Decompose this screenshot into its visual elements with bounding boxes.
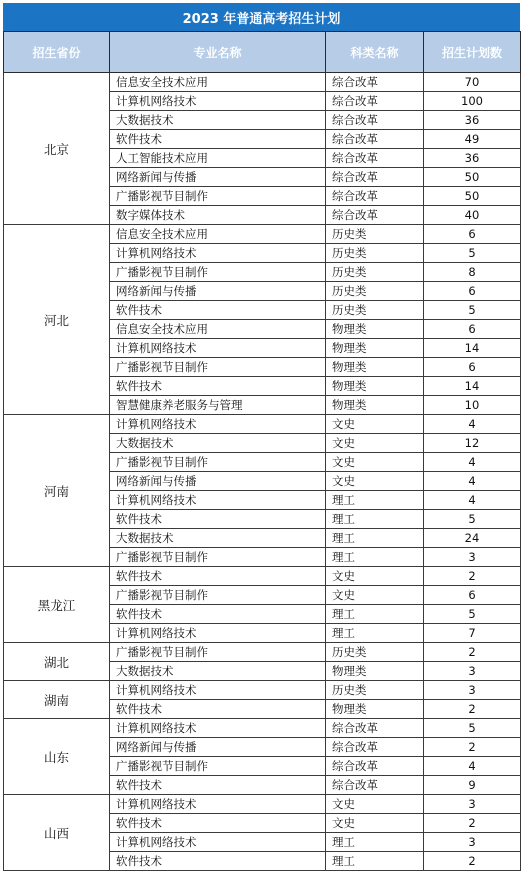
category-cell: 物理类 bbox=[326, 662, 424, 681]
plan-count-cell: 2 bbox=[424, 700, 521, 719]
table-row bbox=[4, 567, 521, 586]
category-cell: 理工 bbox=[326, 548, 424, 567]
category-cell: 理工 bbox=[326, 605, 424, 624]
major-cell: 数字媒体技术 bbox=[110, 206, 326, 225]
major-cell: 软件技术 bbox=[110, 776, 326, 795]
category-cell: 综合改革 bbox=[326, 92, 424, 111]
plan-count-cell: 6 bbox=[424, 282, 521, 301]
plan-count-cell: 4 bbox=[424, 453, 521, 472]
category-cell: 文史 bbox=[326, 453, 424, 472]
plan-count-cell: 50 bbox=[424, 168, 521, 187]
plan-count-cell: 4 bbox=[424, 472, 521, 491]
plan-count-cell: 4 bbox=[424, 757, 521, 776]
category-cell: 历史类 bbox=[326, 282, 424, 301]
plan-count-cell: 5 bbox=[424, 510, 521, 529]
province-cell: 山西 bbox=[4, 795, 110, 871]
major-cell: 计算机网络技术 bbox=[110, 624, 326, 643]
header-province: 招生省份 bbox=[4, 32, 110, 73]
plan-count-cell: 5 bbox=[424, 719, 521, 738]
major-cell: 软件技术 bbox=[110, 852, 326, 871]
category-cell: 综合改革 bbox=[326, 776, 424, 795]
plan-count-cell: 3 bbox=[424, 662, 521, 681]
plan-count-cell: 2 bbox=[424, 814, 521, 833]
category-cell: 综合改革 bbox=[326, 757, 424, 776]
category-cell: 文史 bbox=[326, 814, 424, 833]
major-cell: 软件技术 bbox=[110, 700, 326, 719]
category-cell: 物理类 bbox=[326, 358, 424, 377]
major-cell: 信息安全技术应用 bbox=[110, 73, 326, 92]
major-cell: 广播影视节目制作 bbox=[110, 548, 326, 567]
table-body bbox=[4, 73, 521, 871]
plan-count-cell: 2 bbox=[424, 643, 521, 662]
category-cell: 理工 bbox=[326, 491, 424, 510]
major-cell: 计算机网络技术 bbox=[110, 339, 326, 358]
major-cell: 软件技术 bbox=[110, 130, 326, 149]
plan-count-cell: 6 bbox=[424, 225, 521, 244]
plan-count-cell: 3 bbox=[424, 681, 521, 700]
header-major: 专业名称 bbox=[110, 32, 326, 73]
table-row bbox=[4, 795, 521, 814]
province-cell: 黑龙江 bbox=[4, 567, 110, 643]
major-cell: 广播影视节目制作 bbox=[110, 643, 326, 662]
category-cell: 物理类 bbox=[326, 377, 424, 396]
category-cell: 综合改革 bbox=[326, 73, 424, 92]
category-cell: 理工 bbox=[326, 852, 424, 871]
plan-count-cell: 5 bbox=[424, 301, 521, 320]
category-cell: 历史类 bbox=[326, 225, 424, 244]
category-cell: 综合改革 bbox=[326, 111, 424, 130]
plan-count-cell: 2 bbox=[424, 852, 521, 871]
category-cell: 理工 bbox=[326, 624, 424, 643]
category-cell: 理工 bbox=[326, 510, 424, 529]
major-cell: 计算机网络技术 bbox=[110, 244, 326, 263]
major-cell: 广播影视节目制作 bbox=[110, 453, 326, 472]
category-cell: 文史 bbox=[326, 415, 424, 434]
category-cell: 物理类 bbox=[326, 396, 424, 415]
category-cell: 物理类 bbox=[326, 339, 424, 358]
category-cell: 理工 bbox=[326, 529, 424, 548]
major-cell: 软件技术 bbox=[110, 567, 326, 586]
major-cell: 大数据技术 bbox=[110, 662, 326, 681]
table-row bbox=[4, 225, 521, 244]
header-plan-count: 招生计划数 bbox=[424, 32, 521, 73]
plan-count-cell: 40 bbox=[424, 206, 521, 225]
category-cell: 历史类 bbox=[326, 643, 424, 662]
plan-count-cell: 4 bbox=[424, 415, 521, 434]
plan-count-cell: 8 bbox=[424, 263, 521, 282]
category-cell: 综合改革 bbox=[326, 168, 424, 187]
category-cell: 文史 bbox=[326, 472, 424, 491]
category-cell: 物理类 bbox=[326, 700, 424, 719]
major-cell: 广播影视节目制作 bbox=[110, 757, 326, 776]
major-cell: 广播影视节目制作 bbox=[110, 263, 326, 282]
major-cell: 计算机网络技术 bbox=[110, 795, 326, 814]
major-cell: 软件技术 bbox=[110, 814, 326, 833]
major-cell: 计算机网络技术 bbox=[110, 833, 326, 852]
major-cell: 计算机网络技术 bbox=[110, 415, 326, 434]
category-cell: 历史类 bbox=[326, 263, 424, 282]
category-cell: 综合改革 bbox=[326, 130, 424, 149]
category-cell: 理工 bbox=[326, 833, 424, 852]
plan-count-cell: 36 bbox=[424, 111, 521, 130]
plan-count-cell: 3 bbox=[424, 548, 521, 567]
table-row bbox=[4, 643, 521, 662]
plan-count-cell: 49 bbox=[424, 130, 521, 149]
plan-count-cell: 50 bbox=[424, 187, 521, 206]
plan-count-cell: 10 bbox=[424, 396, 521, 415]
major-cell: 网络新闻与传播 bbox=[110, 472, 326, 491]
major-cell: 人工智能技术应用 bbox=[110, 149, 326, 168]
table-title: 2023 年普通高考招生计划 bbox=[3, 3, 520, 31]
major-cell: 计算机网络技术 bbox=[110, 491, 326, 510]
major-cell: 大数据技术 bbox=[110, 529, 326, 548]
plan-count-cell: 2 bbox=[424, 567, 521, 586]
category-cell: 历史类 bbox=[326, 244, 424, 263]
major-cell: 软件技术 bbox=[110, 605, 326, 624]
province-cell: 湖北 bbox=[4, 643, 110, 681]
major-cell: 广播影视节目制作 bbox=[110, 586, 326, 605]
major-cell: 信息安全技术应用 bbox=[110, 225, 326, 244]
major-cell: 软件技术 bbox=[110, 377, 326, 396]
category-cell: 文史 bbox=[326, 567, 424, 586]
plan-count-cell: 14 bbox=[424, 339, 521, 358]
header-category: 科类名称 bbox=[326, 32, 424, 73]
category-cell: 综合改革 bbox=[326, 719, 424, 738]
plan-count-cell: 3 bbox=[424, 795, 521, 814]
province-cell: 北京 bbox=[4, 73, 110, 225]
table-row bbox=[4, 415, 521, 434]
table-row bbox=[4, 73, 521, 92]
major-cell: 软件技术 bbox=[110, 301, 326, 320]
plan-count-cell: 24 bbox=[424, 529, 521, 548]
plan-count-cell: 6 bbox=[424, 358, 521, 377]
major-cell: 大数据技术 bbox=[110, 434, 326, 453]
plan-count-cell: 14 bbox=[424, 377, 521, 396]
plan-count-cell: 2 bbox=[424, 738, 521, 757]
plan-count-cell: 70 bbox=[424, 73, 521, 92]
header-row bbox=[4, 32, 521, 73]
major-cell: 广播影视节目制作 bbox=[110, 187, 326, 206]
major-cell: 广播影视节目制作 bbox=[110, 358, 326, 377]
plan-count-cell: 6 bbox=[424, 586, 521, 605]
province-cell: 湖南 bbox=[4, 681, 110, 719]
plan-count-cell: 5 bbox=[424, 244, 521, 263]
major-cell: 软件技术 bbox=[110, 510, 326, 529]
plan-count-cell: 5 bbox=[424, 605, 521, 624]
category-cell: 综合改革 bbox=[326, 206, 424, 225]
table-row bbox=[4, 681, 521, 700]
category-cell: 历史类 bbox=[326, 301, 424, 320]
major-cell: 大数据技术 bbox=[110, 111, 326, 130]
category-cell: 综合改革 bbox=[326, 149, 424, 168]
plan-count-cell: 100 bbox=[424, 92, 521, 111]
category-cell: 综合改革 bbox=[326, 187, 424, 206]
major-cell: 网络新闻与传播 bbox=[110, 168, 326, 187]
plan-count-cell: 7 bbox=[424, 624, 521, 643]
plan-count-cell: 36 bbox=[424, 149, 521, 168]
category-cell: 综合改革 bbox=[326, 738, 424, 757]
major-cell: 信息安全技术应用 bbox=[110, 320, 326, 339]
province-cell: 河南 bbox=[4, 415, 110, 567]
major-cell: 网络新闻与传播 bbox=[110, 282, 326, 301]
category-cell: 物理类 bbox=[326, 320, 424, 339]
major-cell: 计算机网络技术 bbox=[110, 92, 326, 111]
major-cell: 网络新闻与传播 bbox=[110, 738, 326, 757]
category-cell: 历史类 bbox=[326, 681, 424, 700]
plan-count-cell: 4 bbox=[424, 491, 521, 510]
category-cell: 文史 bbox=[326, 586, 424, 605]
major-cell: 计算机网络技术 bbox=[110, 681, 326, 700]
category-cell: 文史 bbox=[326, 795, 424, 814]
major-cell: 计算机网络技术 bbox=[110, 719, 326, 738]
province-cell: 山东 bbox=[4, 719, 110, 795]
plan-count-cell: 9 bbox=[424, 776, 521, 795]
table-row bbox=[4, 719, 521, 738]
major-cell: 智慧健康养老服务与管理 bbox=[110, 396, 326, 415]
plan-count-cell: 6 bbox=[424, 320, 521, 339]
plan-count-cell: 12 bbox=[424, 434, 521, 453]
admission-plan-table bbox=[3, 31, 521, 871]
category-cell: 文史 bbox=[326, 434, 424, 453]
plan-count-cell: 3 bbox=[424, 833, 521, 852]
province-cell: 河北 bbox=[4, 225, 110, 415]
